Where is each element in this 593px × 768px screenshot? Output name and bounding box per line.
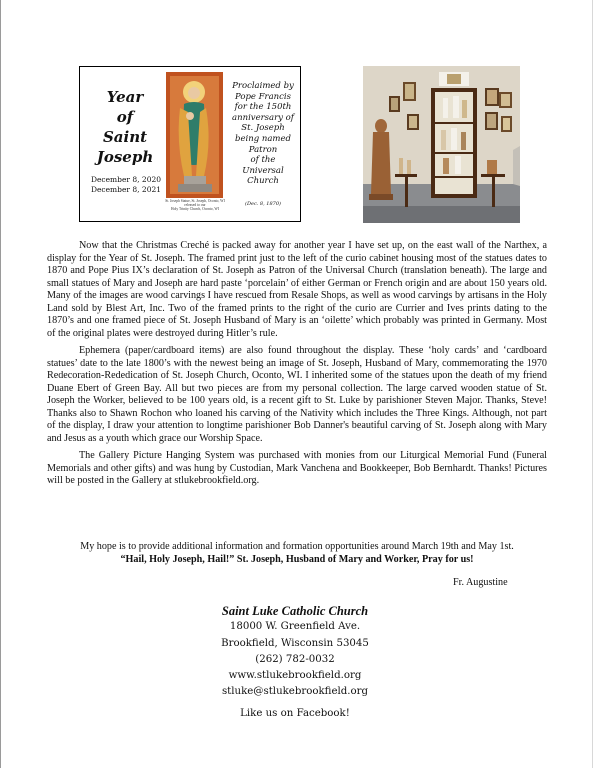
facebook-line: Like us on Facebook! <box>240 708 350 719</box>
church-contact-block <box>150 603 440 701</box>
email-link[interactable]: stluke@stlukebrookfield.org <box>221 686 369 698</box>
city-state-zip: Brookfield, Wisconsin 53045 <box>221 637 369 649</box>
poster-dates: December 8, 2020 December 8, 2021 <box>90 175 162 194</box>
website-link[interactable]: www.stlukebrookfield.org <box>228 670 362 682</box>
narthex-display-photo <box>363 66 520 223</box>
article-body <box>47 240 547 493</box>
phone-number: (262) 782-0032 <box>255 653 335 665</box>
paragraph-display-description: Now that the Christmas Creché is packed away for another year I have set up, on the east wall of the Narthex, a display for the Year of St. Joseph. The framed print just to the left of the curio cabinet housing most of the statues dates to 1870 and Pope Pius IX’s declaration of St. Joseph as Patron of the Universal Church (translation beneath). The large and small statues of Mary and Joseph are hard paste ‘porcelain’ of either German or French origin and are about 150 years old. Many of the images are wood carvings I have rescued from Resale Shops, as well as wood carvings by artisans in the Holy Land sold by Blest Art, Inc. Two of the framed prints to the right of the curio are Currier and Ives prints dating to the 1870’s and one framed piece of St. Joseph Husband of Mary is an ‘oilette’ which probably was printed in Germany. Most of the original plates were destroyed during Hitler’s rule. <box>47 240 547 339</box>
saint-joseph-statue-image <box>166 72 223 198</box>
street-address: 18000 W. Greenfield Ave. <box>229 621 361 633</box>
closing-line: My hope is to provide additional information and formation opportunities around March 19th and May 1st. <box>80 541 514 552</box>
paragraph-ephemera: Ephemera (paper/cardboard items) are also found throughout the display. These ‘holy cards’ and ‘cardboard statues’ date to the late 1800’s with the newest being an image of St. Joseph, Husband of Mary, commemorating the 1970 Redecoration-Rededication of St. Joseph Church, Oconto, WI. I inherited some of the statues upon the death of my friend Duane Ebert of Green Bay. All but two pieces are from my personal collection. The large carved wooden statue of St. Joseph the Worker, believed to be 100 years old, is a recent gift to St. Luke by parishioner Steven Major. Thanks, Steve! Thanks also to Shawn Rochon who loaned his carving of the Nativity which includes the Three Kings. Although, not part of the display, I draw your attention to longtime parishioner Bob Danner's beautiful carving of St. Joseph along with Mary and Jesus as a youth which grace our Worship Space. <box>47 345 547 444</box>
prayer-exclamation: “Hail, Holy Joseph, Hail!” St. Joseph, Husband of Mary and Worker, Pray for us! <box>120 553 474 565</box>
year-of-saint-joseph-poster <box>79 66 301 222</box>
poster-title: Year of Saint Joseph <box>96 88 154 166</box>
paragraph-gallery-system: The Gallery Picture Hanging System was purchased with monies from our Liturgical Memorial Fund (Funeral Memorials and other gifts) and was hung by Custodian, Mark Vanchena and Bookkeeper, Bob Bernhardt. Thanks! Pictures will be posted in the Gallery at stlukebrookfield.org. <box>47 450 547 486</box>
closing-block <box>47 541 547 566</box>
statue-caption: St. Joseph Statue, St. Joseph, Oconto, WI released to our Holy Trinity Church, Oconto, WI <box>165 199 225 212</box>
church-name: Saint Luke Catholic Church <box>221 604 369 618</box>
proclamation-text: Proclaimed by Pope Francis for the 150th anniversary of St. Joseph being named Patron of the Universal Church <box>232 81 294 187</box>
signature: Fr. Augustine <box>453 577 508 588</box>
page-left-edge <box>0 0 1 768</box>
proclamation-date: (Dec. 8, 1870) <box>245 201 281 207</box>
